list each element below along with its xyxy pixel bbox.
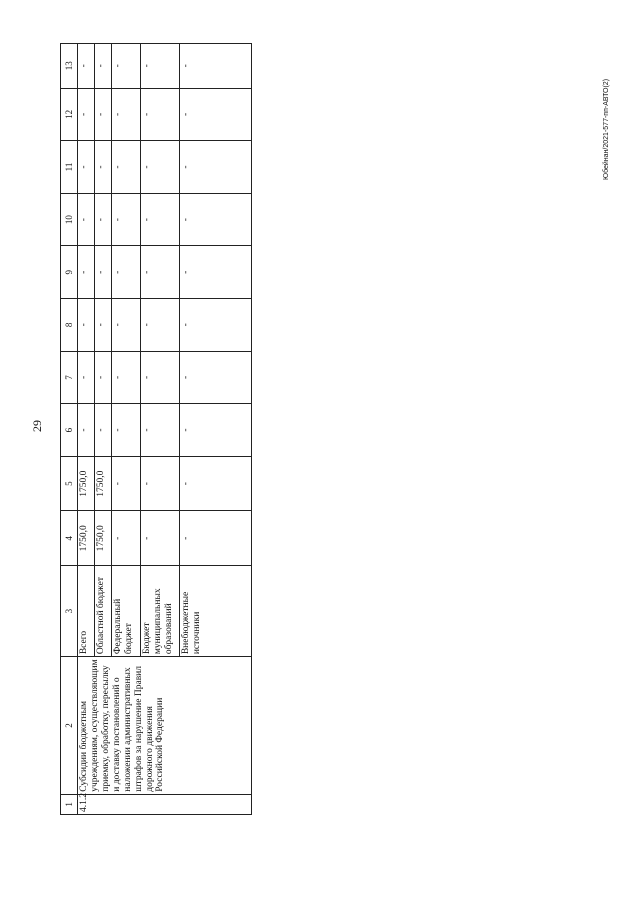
header-cell: 4: [61, 511, 78, 566]
funding-source-cell: Бюджет муниципальных образований: [141, 566, 180, 657]
value-cell: 1750,0: [78, 456, 95, 511]
item-name-cell: Субсидии бюджетным учреждениям, осуществляющим приемку, обработку, пересылку и доставку постановлений о наложении административных штрафов за нарушение Правил дорожного движения Российской Федерации: [78, 657, 252, 795]
budget-table: [60, 43, 252, 815]
value-cell: -: [95, 88, 112, 141]
value-cell: 1750,0: [78, 511, 95, 566]
value-cell: -: [112, 44, 141, 89]
value-cell: -: [95, 351, 112, 404]
value-cell: -: [78, 141, 95, 194]
header-cell: 1: [61, 794, 78, 814]
value-cell: -: [141, 246, 180, 299]
value-cell: -: [112, 351, 141, 404]
value-cell: -: [141, 351, 180, 404]
value-cell: -: [95, 404, 112, 457]
value-cell: -: [112, 456, 141, 511]
funding-source-cell: Федеральный бюджет: [112, 566, 141, 657]
value-cell: -: [112, 299, 141, 352]
value-cell: -: [95, 193, 112, 246]
value-cell: 1750,0: [95, 456, 112, 511]
value-cell: -: [95, 141, 112, 194]
item-number-cell: 4.1.2: [78, 794, 252, 814]
value-cell: -: [180, 511, 252, 566]
value-cell: -: [112, 141, 141, 194]
value-cell: -: [180, 88, 252, 141]
value-cell: -: [180, 193, 252, 246]
value-cell: -: [141, 456, 180, 511]
funding-source-cell: Всего: [78, 566, 95, 657]
header-cell: 11: [61, 141, 78, 194]
value-cell: -: [78, 299, 95, 352]
value-cell: -: [141, 141, 180, 194]
header-cell: 10: [61, 193, 78, 246]
value-cell: -: [141, 44, 180, 89]
value-cell: -: [180, 456, 252, 511]
header-cell: 6: [61, 404, 78, 457]
value-cell: -: [112, 88, 141, 141]
header-cell: 12: [61, 88, 78, 141]
value-cell: -: [180, 246, 252, 299]
header-cell: 3: [61, 566, 78, 657]
value-cell: -: [112, 193, 141, 246]
value-cell: -: [141, 299, 180, 352]
value-cell: -: [141, 511, 180, 566]
header-cell: 8: [61, 299, 78, 352]
value-cell: -: [78, 44, 95, 89]
value-cell: -: [78, 246, 95, 299]
value-cell: -: [78, 351, 95, 404]
header-cell: 5: [61, 456, 78, 511]
value-cell: -: [112, 246, 141, 299]
value-cell: -: [112, 404, 141, 457]
header-cell: 9: [61, 246, 78, 299]
table-header-row: [61, 44, 78, 815]
value-cell: -: [95, 44, 112, 89]
value-cell: -: [112, 511, 141, 566]
value-cell: -: [141, 193, 180, 246]
value-cell: -: [180, 44, 252, 89]
funding-source-cell: Внебюджетные источники: [180, 566, 252, 657]
value-cell: -: [78, 193, 95, 246]
table-row: [78, 44, 95, 815]
header-cell: 7: [61, 351, 78, 404]
value-cell: -: [95, 299, 112, 352]
value-cell: -: [95, 246, 112, 299]
header-cell: 13: [61, 44, 78, 89]
page-number: 29: [30, 420, 44, 432]
funding-source-cell: Областной бюджет: [95, 566, 112, 657]
value-cell: -: [78, 88, 95, 141]
value-cell: -: [180, 141, 252, 194]
header-cell: 2: [61, 657, 78, 795]
value-cell: -: [180, 351, 252, 404]
value-cell: -: [180, 299, 252, 352]
value-cell: -: [141, 404, 180, 457]
value-cell: -: [141, 88, 180, 141]
document-code: Юбейнан/2021-577-пп-АВТО(2): [603, 78, 610, 180]
value-cell: -: [78, 404, 95, 457]
value-cell: -: [180, 404, 252, 457]
value-cell: 1750,0: [95, 511, 112, 566]
